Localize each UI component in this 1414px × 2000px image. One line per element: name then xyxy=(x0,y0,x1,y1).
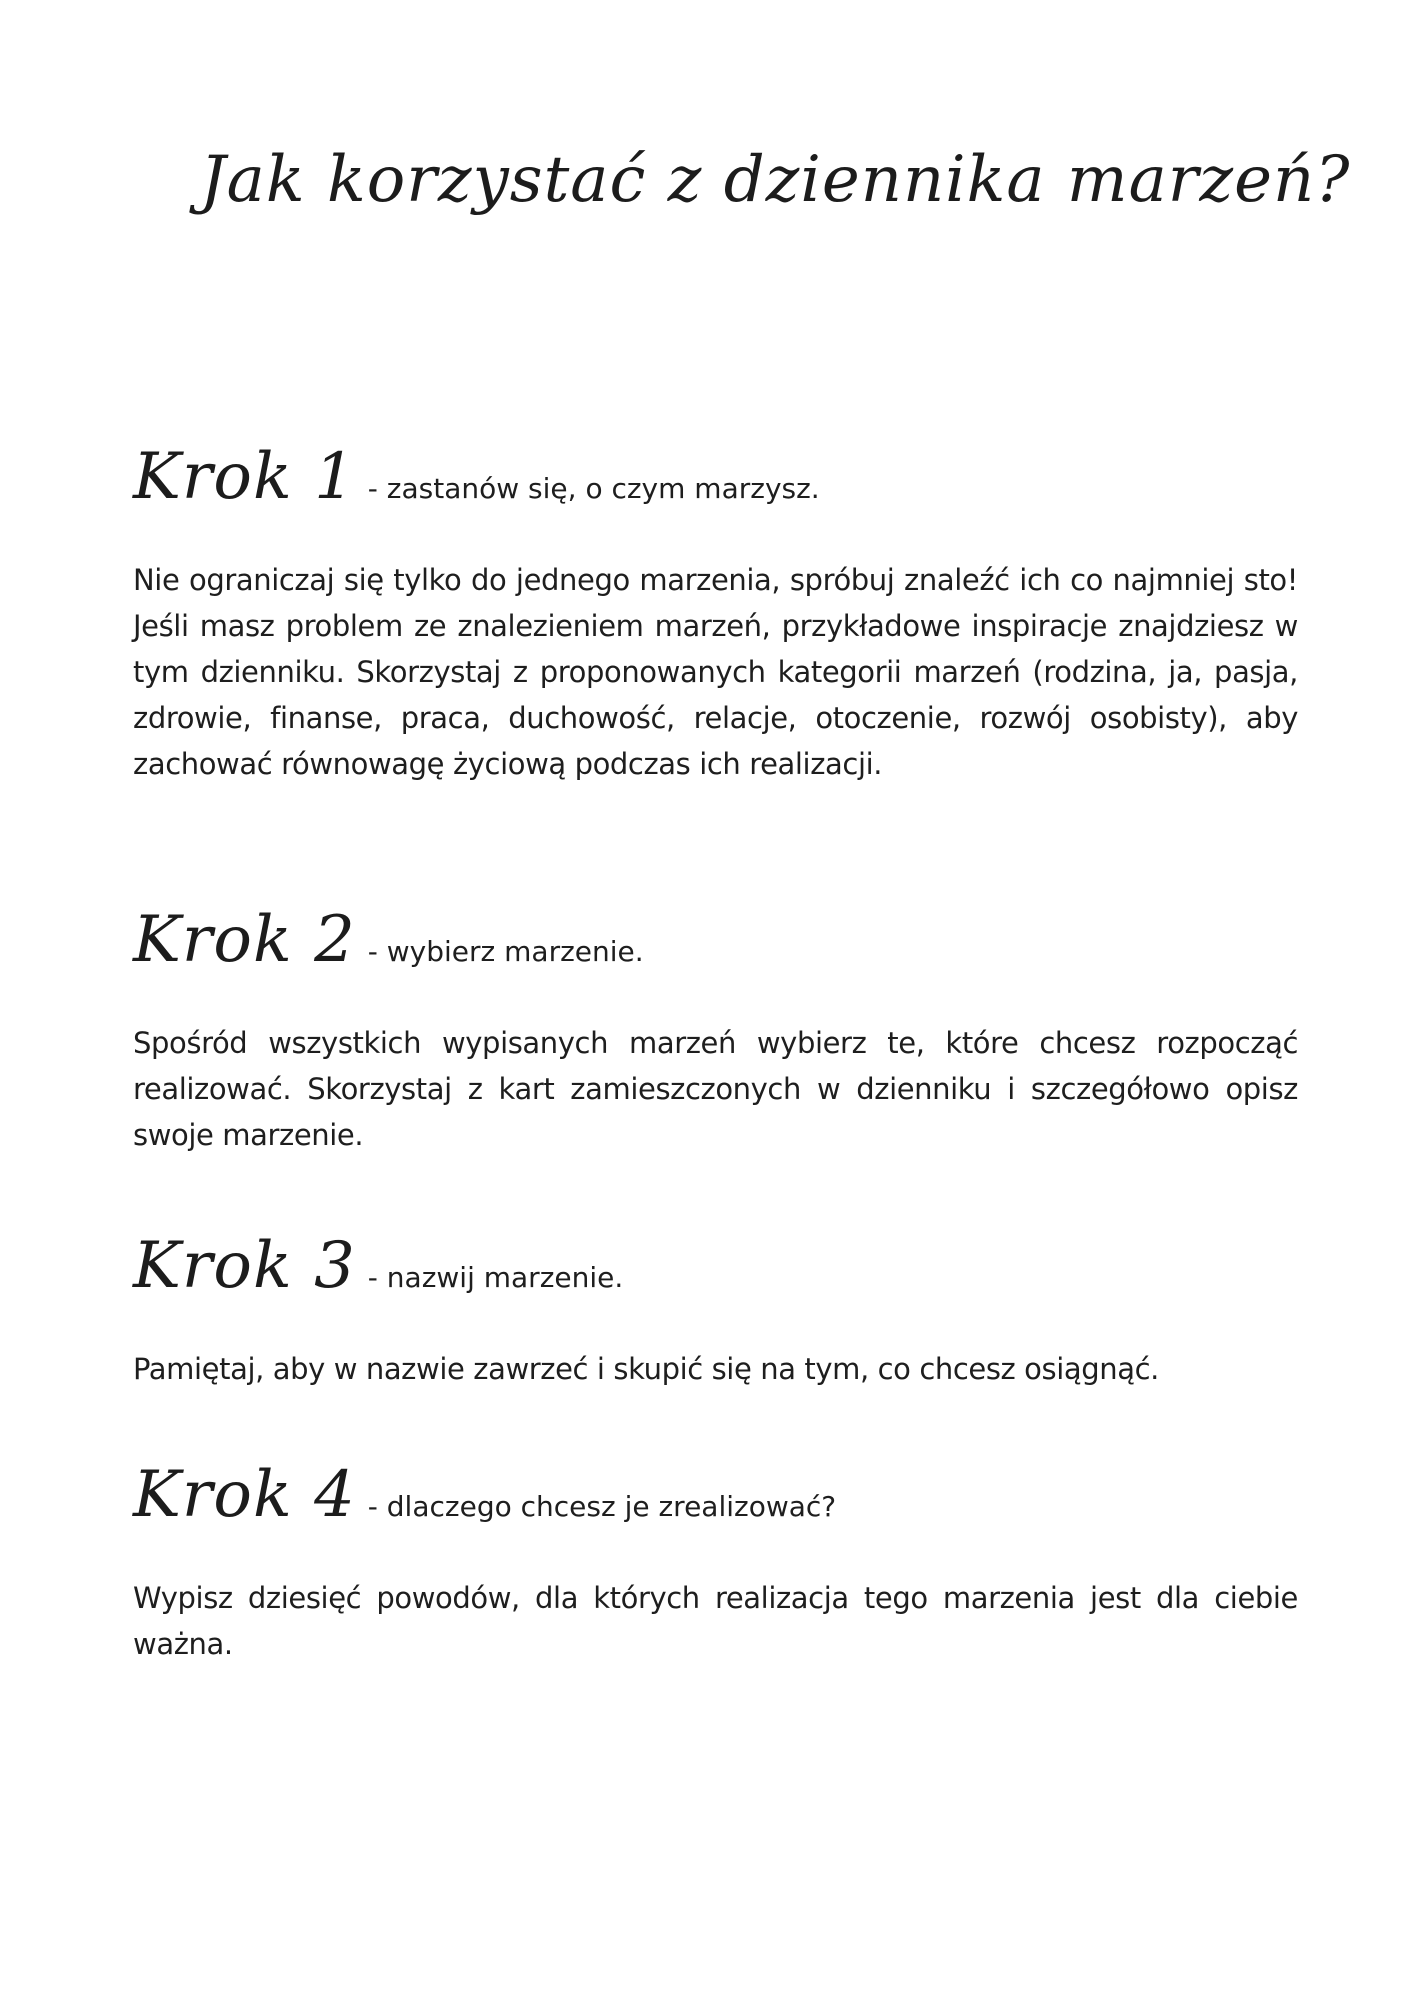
step-1-subtitle: - zastanów się, o czym marzysz. xyxy=(367,472,820,505)
step-2-heading xyxy=(133,900,1298,980)
step-4-heading xyxy=(133,1455,1298,1535)
step-1-section xyxy=(133,437,1298,787)
step-2-title: Krok 2 xyxy=(133,903,356,977)
step-2-body: Spośród wszystkich wypisanych marzeń wybierz te, które chcesz rozpocząć realizować. Skorzystaj z kart zamieszczonych w dzienniku i szczegółowo opisz swoje marzenie. xyxy=(133,1026,1298,1152)
step-3-section xyxy=(133,1226,1298,1392)
step-4-body: Wypisz dziesięć powodów, dla których realizacja tego marzenia jest dla ciebie ważna. xyxy=(133,1581,1298,1661)
step-3-body: Pamiętaj, aby w nazwie zawrzeć i skupić się na tym, co chcesz osiągnąć. xyxy=(133,1352,1159,1386)
step-4-title: Krok 4 xyxy=(133,1458,356,1532)
step-1-heading xyxy=(133,437,1298,517)
step-2-section xyxy=(133,900,1298,1158)
page-title: Jak korzystać z dziennika marzeń? xyxy=(200,143,1351,217)
step-1-title: Krok 1 xyxy=(133,440,356,514)
step-3-subtitle: - nazwij marzenie. xyxy=(367,1261,624,1294)
step-3-title: Krok 3 xyxy=(133,1229,356,1303)
step-1-body: Nie ograniczaj się tylko do jednego marzenia, spróbuj znaleźć ich co najmniej sto! Jeśli masz problem ze znalezieniem marzeń, przykładowe inspiracje znajdziesz w tym dzienniku. Skorzystaj z proponowanych kategorii marzeń (rodzina, ja, pasja, zdrowie, finanse, praca, duchowość, relacje, otoczenie, rozwój osobisty), aby zachować równowagę życiową podczas ich realizacji. xyxy=(133,563,1298,781)
step-2-subtitle: - wybierz marzenie. xyxy=(367,935,644,968)
step-3-heading xyxy=(133,1226,1298,1306)
step-4-section xyxy=(133,1455,1298,1667)
step-4-subtitle: - dlaczego chcesz je zrealizować? xyxy=(367,1490,837,1523)
